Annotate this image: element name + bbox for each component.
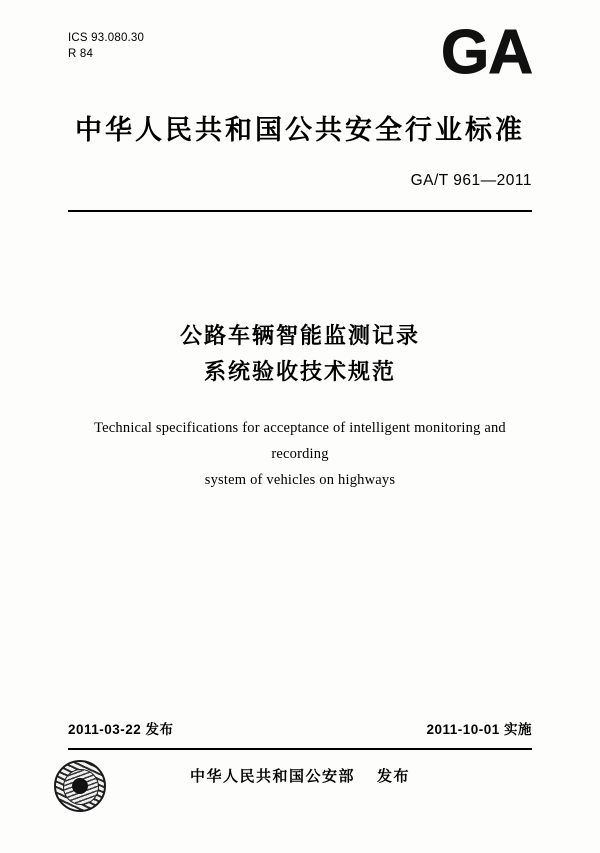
document-title-line-2: 系统验收技术规范 <box>203 359 396 384</box>
document-title <box>0 318 600 390</box>
footer-divider-rule <box>68 748 532 750</box>
national-standard-title: 中华人民共和国公共安全行业标准 <box>75 115 525 145</box>
header-divider-rule <box>68 210 532 212</box>
document-title-line-1: 公路车辆智能监测记录 <box>179 323 420 348</box>
ga-logo: GA <box>441 18 532 87</box>
emblem-core <box>72 778 88 794</box>
publisher-suffix: 发布 <box>377 768 411 785</box>
document-title-english-line-2: system of vehicles on highways <box>204 472 396 488</box>
ics-classification-block <box>68 30 144 62</box>
standard-number: GA/T 961—2011 <box>410 172 532 189</box>
date-row <box>68 718 532 738</box>
document-title-english-line-1: Technical specifications for acceptance of intelligent monitoring and recording <box>94 420 506 462</box>
ministry-of-public-security-emblem-icon <box>54 760 106 812</box>
publisher-name: 中华人民共和国公安部 <box>189 768 355 785</box>
implementation-date: 2011-10-01 实施 <box>426 722 532 737</box>
issue-date: 2011-03-22 发布 <box>68 722 174 737</box>
classification-code: R 84 <box>68 48 94 60</box>
document-title-english <box>70 415 530 493</box>
ics-code: ICS 93.080.30 <box>68 32 145 44</box>
